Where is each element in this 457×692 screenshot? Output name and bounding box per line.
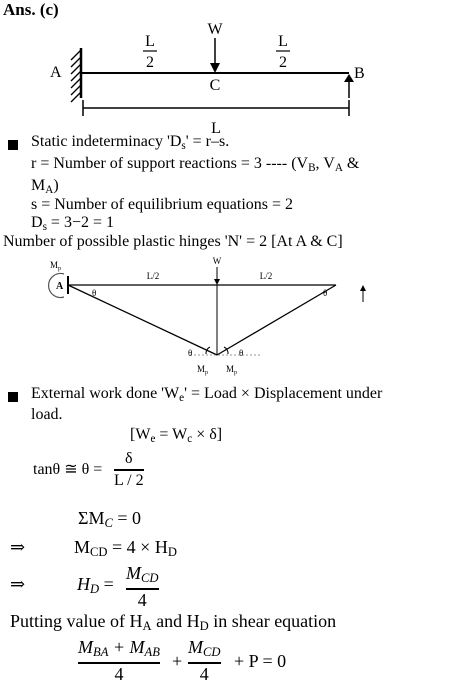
span-label: L [211, 120, 221, 137]
tan-theta-fraction [114, 449, 144, 491]
work-equation: $[W_e = W_c \times \delta]$ [130, 426, 223, 445]
right-half-small: L/2 [259, 271, 273, 281]
label-b: B [354, 65, 365, 82]
deflected-right [217, 285, 336, 355]
mp-label-c-right: $M_p$ [226, 364, 238, 376]
label-a: A [50, 64, 62, 81]
external-work-line: External work done '$W_e$' = Load × Displacement under [31, 385, 383, 404]
mp-label-c-left: $M_p$ [197, 364, 209, 376]
label-a-small: A [56, 281, 64, 292]
simply-supported-beam-figure [40, 20, 380, 140]
theta-a: θ [92, 288, 97, 298]
sum-moments-equation: $\Sigma M_C = 0$ [78, 508, 142, 531]
collapse-mechanism-figure [40, 254, 380, 380]
deflected-left [68, 285, 217, 355]
shear-den-1: 4 [114, 663, 124, 684]
hd-num: $M_{CD}$ [126, 563, 159, 586]
shear-plus: + [172, 651, 183, 671]
right-half-den: 2 [279, 54, 287, 71]
theta-c-right: θ [239, 348, 244, 358]
mcd-equation: $M_{CD} = 4 \times H_D$ [74, 537, 177, 560]
theta-b: θ [323, 288, 328, 298]
bullet-2 [8, 392, 18, 402]
hd-lhs: $H_D$ = [77, 574, 114, 597]
degree-indeterminacy-line: $D_s = 3-2 = 1$ [31, 214, 114, 233]
hd-den: 4 [137, 589, 147, 610]
implies-arrow-2: ⇒ [10, 574, 26, 594]
putting-value-line: Putting value of $H_A$ and $H_D$ in shear equation [10, 611, 337, 634]
shear-den-2: 4 [199, 663, 209, 684]
shear-num-1: $M_{BA} + M_{AB}$ [78, 637, 160, 660]
tan-theta-num: δ [125, 450, 133, 467]
hd-fraction [126, 563, 159, 610]
equilibrium-equations-line: s = Number of equilibrium equations = 2 [31, 196, 294, 213]
mp-label-a: $M_p$ [50, 260, 62, 272]
shear-fraction-2 [188, 637, 221, 684]
shear-num-2: $M_{CD}$ [188, 637, 221, 660]
left-half-den: 2 [146, 54, 154, 71]
left-half-small: L/2 [146, 271, 160, 281]
label-w-small: W [212, 256, 222, 266]
theta-c-left: θ [188, 348, 193, 358]
external-work-line-cont: load. [31, 406, 63, 423]
reaction-arrowhead-b [344, 74, 354, 82]
reaction-arrowhead-small [360, 285, 366, 291]
shear-equation-end: + P = 0 [234, 651, 287, 671]
answer-label: Ans. (c) [3, 0, 59, 19]
static-indeterminacy-line: Static indeterminacy '$D_s' = r-s$. [31, 133, 230, 152]
load-arrowhead [210, 63, 220, 73]
load-arrowhead-small [214, 279, 220, 285]
implies-arrow-1: ⇒ [10, 537, 26, 557]
plastic-hinges-line: Number of possible plastic hinges 'N' = 2 [At A & C] [3, 233, 343, 250]
shear-fraction-1 [78, 637, 160, 684]
support-reactions-line: r = Number of support reactions = 3 ---- ($V_B$, $V_A$ & [31, 155, 360, 174]
support-reactions-line-cont: $M_A$) [31, 177, 59, 196]
support-hatch [71, 50, 81, 102]
bullet-1 [8, 140, 18, 150]
right-half-num: L [278, 33, 288, 50]
tan-theta-lhs: tanθ ≅ θ = [33, 461, 103, 478]
tan-theta-den: L / 2 [114, 471, 144, 489]
left-half-num: L [145, 33, 155, 50]
label-w: W [207, 21, 223, 38]
label-c: C [209, 77, 221, 94]
